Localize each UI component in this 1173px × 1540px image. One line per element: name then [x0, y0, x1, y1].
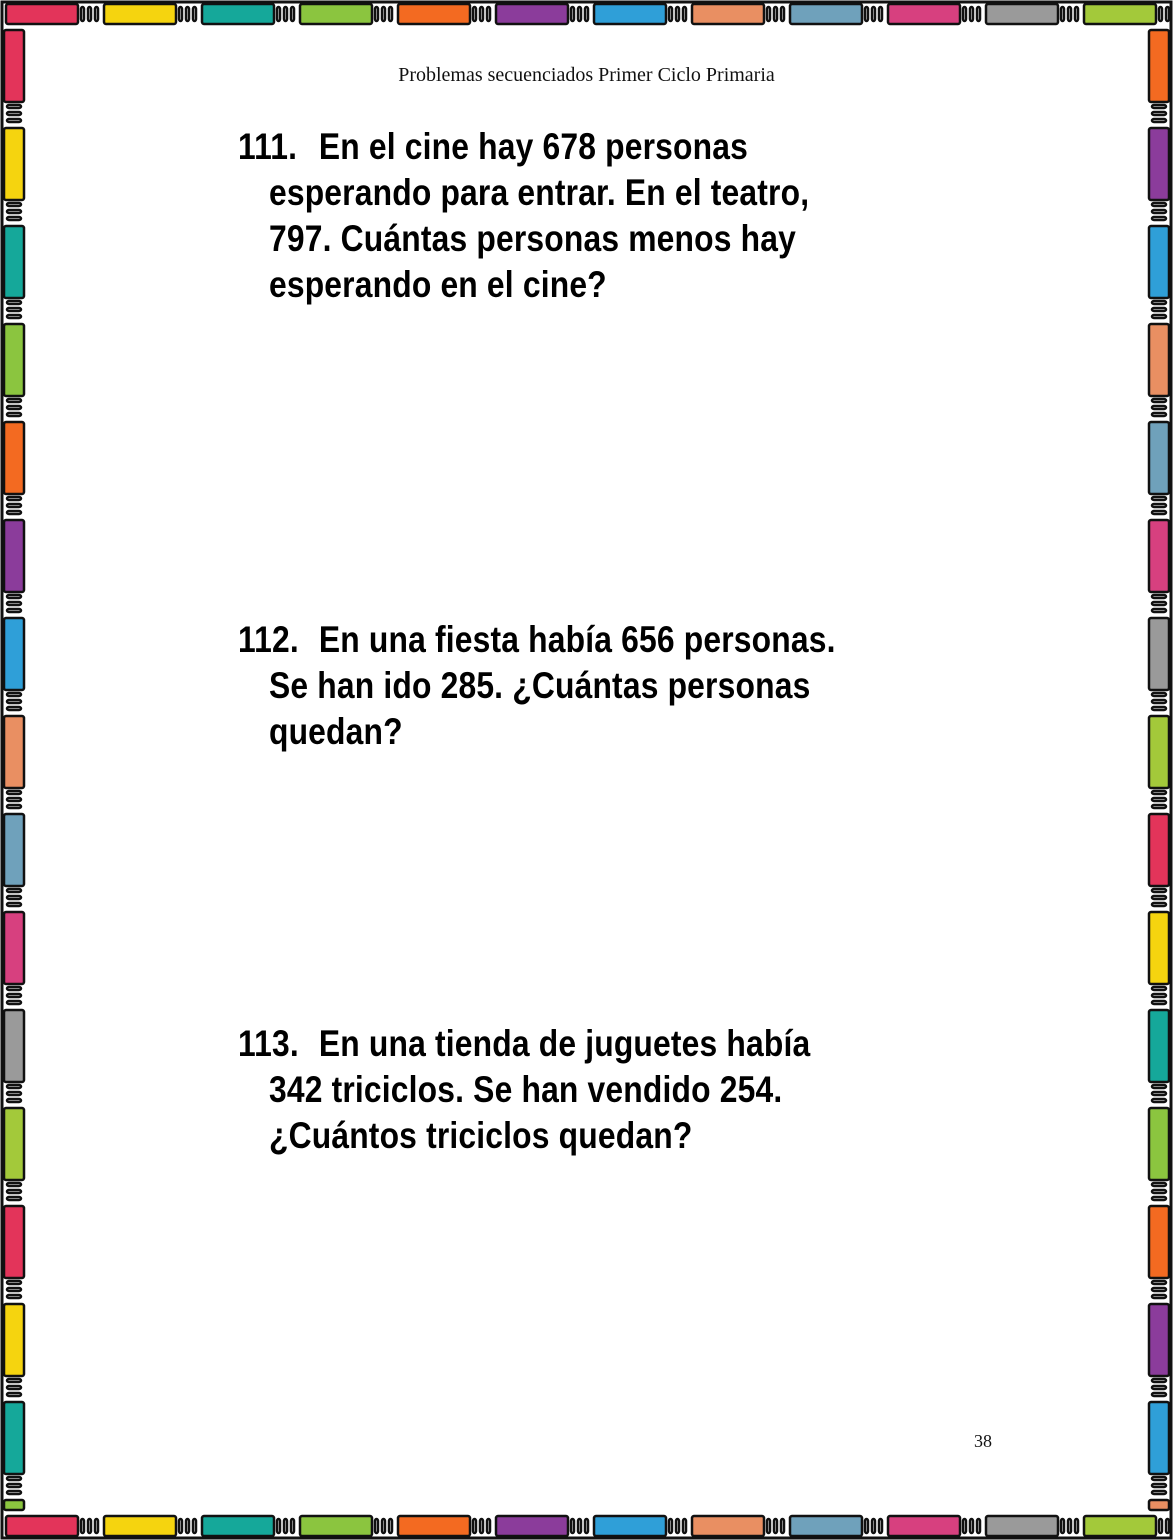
border-stripe	[7, 1197, 21, 1200]
border-stripe	[970, 7, 973, 21]
border-stripe	[1152, 210, 1166, 213]
border-stripe	[578, 7, 581, 21]
border-stripe	[1152, 987, 1166, 990]
border-stripe	[7, 119, 21, 122]
border-stripe	[487, 7, 490, 21]
border-stripe	[1152, 399, 1166, 402]
border-stripe	[480, 1519, 483, 1533]
border-segment	[1149, 716, 1169, 788]
border-stripe	[1152, 1085, 1166, 1088]
border-stripe	[1068, 1519, 1071, 1533]
border-stripe	[1152, 602, 1166, 605]
page-header: Problemas secuenciados Primer Ciclo Primaria	[398, 64, 775, 86]
border-segment	[496, 4, 568, 24]
border-stripe	[375, 7, 378, 21]
border-segment	[986, 1516, 1058, 1536]
border-stripe	[1075, 1519, 1078, 1533]
border-segment	[496, 1516, 568, 1536]
border-stripe	[1152, 511, 1166, 514]
border-stripe	[7, 1491, 21, 1494]
border-stripe	[1152, 1379, 1166, 1382]
border-stripe	[7, 994, 21, 997]
border-stripe	[487, 1519, 490, 1533]
border-stripe	[571, 7, 574, 21]
border-segment	[1149, 520, 1169, 592]
border-stripe	[7, 504, 21, 507]
border-stripe	[1152, 609, 1166, 612]
border-stripe	[7, 609, 21, 612]
border-segment	[1149, 226, 1169, 298]
border-segment	[398, 1516, 470, 1536]
border-stripe	[781, 7, 784, 21]
border-segment	[1149, 618, 1169, 690]
border-segment	[1149, 1206, 1169, 1278]
border-segment	[790, 4, 862, 24]
border-segment	[1149, 128, 1169, 200]
border-stripe	[1152, 301, 1166, 304]
border-stripe	[1068, 7, 1071, 21]
border-stripe	[1152, 1484, 1166, 1487]
border-stripe	[88, 7, 91, 21]
border-stripe	[767, 1519, 770, 1533]
border-stripe	[7, 112, 21, 115]
border-stripe	[585, 1519, 588, 1533]
border-stripe	[7, 1477, 21, 1480]
border-stripe	[291, 7, 294, 21]
border-stripe	[865, 1519, 868, 1533]
border-stripe	[1152, 497, 1166, 500]
border-stripe	[1152, 791, 1166, 794]
border-stripe	[1152, 105, 1166, 108]
border-stripe	[1152, 504, 1166, 507]
page-number: 38	[974, 1431, 992, 1451]
border-segment	[300, 4, 372, 24]
border-stripe	[977, 1519, 980, 1533]
border-segment	[1084, 1516, 1156, 1536]
border-stripe	[389, 1519, 392, 1533]
border-stripe	[389, 7, 392, 21]
border-segment	[300, 1516, 372, 1536]
border-stripe	[7, 399, 21, 402]
border-stripe	[7, 1085, 21, 1088]
border-segment	[4, 520, 24, 592]
border-stripe	[1152, 112, 1166, 115]
border-stripe	[872, 7, 875, 21]
border-stripe	[872, 1519, 875, 1533]
border-stripe	[683, 1519, 686, 1533]
border-segment	[1149, 1500, 1169, 1510]
border-stripe	[1152, 203, 1166, 206]
border-stripe	[1152, 1183, 1166, 1186]
border-stripe	[1152, 903, 1166, 906]
border-stripe	[7, 217, 21, 220]
border-stripe	[676, 7, 679, 21]
border-segment	[1084, 4, 1156, 24]
border-stripe	[1152, 1092, 1166, 1095]
border-stripe	[1152, 1288, 1166, 1291]
border-stripe	[7, 1295, 21, 1298]
border-stripe	[1152, 119, 1166, 122]
border-segment	[104, 4, 176, 24]
problem-text-line: 342 triciclos. Se han vendido 254.	[268, 1069, 783, 1110]
border-stripe	[81, 1519, 84, 1533]
border-stripe	[291, 1519, 294, 1533]
border-stripe	[7, 1288, 21, 1291]
border-stripe	[7, 889, 21, 892]
border-stripe	[7, 700, 21, 703]
border-segment	[4, 128, 24, 200]
border-stripe	[7, 413, 21, 416]
border-segment	[692, 1516, 764, 1536]
border-stripe	[7, 595, 21, 598]
border-stripe	[571, 1519, 574, 1533]
border-segment	[4, 716, 24, 788]
border-stripe	[963, 7, 966, 21]
border-stripe	[7, 1393, 21, 1396]
border-stripe	[1152, 1295, 1166, 1298]
border-stripe	[1152, 308, 1166, 311]
border-stripe	[7, 210, 21, 213]
border-stripe	[676, 1519, 679, 1533]
border-stripe	[7, 693, 21, 696]
border-stripe	[7, 1183, 21, 1186]
border-stripe	[193, 1519, 196, 1533]
border-stripe	[375, 1519, 378, 1533]
border-segment	[4, 1304, 24, 1376]
border-stripe	[7, 798, 21, 801]
border-stripe	[7, 707, 21, 710]
problem-text-line: esperando para entrar. En el teatro,	[268, 172, 810, 213]
border-stripe	[88, 1519, 91, 1533]
border-stripe	[578, 1519, 581, 1533]
border-stripe	[7, 105, 21, 108]
border-stripe	[7, 1379, 21, 1382]
border-stripe	[970, 1519, 973, 1533]
border-stripe	[81, 7, 84, 21]
border-stripe	[1166, 7, 1169, 21]
problem-111	[238, 124, 840, 308]
problem-text-line: Se han ido 285. ¿Cuántas personas	[268, 665, 811, 706]
border-stripe	[1152, 595, 1166, 598]
border-stripe	[7, 791, 21, 794]
border-stripe	[95, 1519, 98, 1533]
border-stripe	[879, 7, 882, 21]
border-stripe	[7, 301, 21, 304]
border-stripe	[7, 805, 21, 808]
border-stripe	[1166, 1519, 1169, 1533]
border-stripe	[1152, 798, 1166, 801]
border-stripe	[1152, 693, 1166, 696]
border-stripe	[277, 7, 280, 21]
border-stripe	[480, 7, 483, 21]
border-segment	[398, 4, 470, 24]
border-stripe	[1152, 1190, 1166, 1193]
border-stripe	[473, 7, 476, 21]
border-stripe	[179, 7, 182, 21]
border-stripe	[7, 1484, 21, 1487]
border-stripe	[7, 1281, 21, 1284]
border-stripe	[7, 315, 21, 318]
border-stripe	[1061, 7, 1064, 21]
border-stripe	[669, 7, 672, 21]
border-stripe	[1075, 7, 1078, 21]
border-stripe	[1152, 889, 1166, 892]
problem-text-line: ¿Cuántos triciclos quedan?	[268, 1115, 693, 1156]
border-stripe	[585, 7, 588, 21]
border-segment	[692, 4, 764, 24]
problem-number: 111.	[238, 126, 298, 167]
border-segment	[4, 912, 24, 984]
border-segment	[1149, 912, 1169, 984]
border-stripe	[774, 1519, 777, 1533]
border-segment	[6, 4, 78, 24]
border-segment	[1149, 324, 1169, 396]
border-segment	[4, 422, 24, 494]
border-stripe	[1152, 217, 1166, 220]
border-stripe	[284, 7, 287, 21]
border-segment	[1149, 1304, 1169, 1376]
border-segment	[4, 1010, 24, 1082]
border-stripe	[1152, 413, 1166, 416]
border-segment	[4, 618, 24, 690]
border-stripe	[1152, 1099, 1166, 1102]
border-stripe	[1152, 1491, 1166, 1494]
border-stripe	[1152, 1281, 1166, 1284]
border-stripe	[7, 1386, 21, 1389]
border-stripe	[1152, 1197, 1166, 1200]
problem-113	[238, 1021, 840, 1159]
border-segment	[4, 1206, 24, 1278]
border-stripe	[7, 903, 21, 906]
border-stripe	[7, 987, 21, 990]
border-stripe	[1152, 315, 1166, 318]
problem-number: 112.	[238, 619, 299, 660]
border-segment	[4, 1108, 24, 1180]
border-stripe	[1152, 896, 1166, 899]
border-stripe	[7, 1099, 21, 1102]
border-stripe	[7, 1092, 21, 1095]
border-stripe	[277, 1519, 280, 1533]
border-segment	[1149, 1108, 1169, 1180]
border-segment	[888, 4, 960, 24]
border-stripe	[683, 7, 686, 21]
border-stripe	[1152, 994, 1166, 997]
border-stripe	[1061, 1519, 1064, 1533]
border-stripe	[963, 1519, 966, 1533]
problem-text-line: esperando en el cine?	[268, 264, 607, 305]
border-stripe	[977, 7, 980, 21]
border-stripe	[7, 497, 21, 500]
border-stripe	[1152, 805, 1166, 808]
border-stripe	[382, 1519, 385, 1533]
border-stripe	[865, 7, 868, 21]
border-stripe	[7, 203, 21, 206]
border-segment	[1149, 814, 1169, 886]
border-stripe	[669, 1519, 672, 1533]
problem-text-line: En el cine hay 678 personas	[318, 126, 748, 167]
border-segment	[104, 1516, 176, 1536]
border-stripe	[774, 7, 777, 21]
border-stripe	[781, 1519, 784, 1533]
border-stripe	[193, 7, 196, 21]
problem-text-line: quedan?	[268, 711, 403, 752]
border-stripe	[95, 7, 98, 21]
border-segment	[986, 4, 1058, 24]
border-segment	[4, 1500, 24, 1510]
border-stripe	[7, 511, 21, 514]
border-segment	[594, 1516, 666, 1536]
problem-text-line: En una tienda de juguetes había	[318, 1023, 811, 1064]
border-stripe	[767, 7, 770, 21]
border-segment	[4, 814, 24, 886]
border-segment	[888, 1516, 960, 1536]
border-segment	[1149, 1010, 1169, 1082]
border-stripe	[1152, 707, 1166, 710]
border-segment	[202, 4, 274, 24]
border-segment	[4, 226, 24, 298]
border-stripe	[186, 1519, 189, 1533]
border-stripe	[1152, 700, 1166, 703]
border-stripe	[382, 7, 385, 21]
border-stripe	[1159, 7, 1162, 21]
border-segment	[1149, 422, 1169, 494]
border-stripe	[7, 1190, 21, 1193]
border-stripe	[1152, 1393, 1166, 1396]
border-stripe	[1159, 1519, 1162, 1533]
border-stripe	[7, 602, 21, 605]
border-stripe	[284, 1519, 287, 1533]
border-stripe	[179, 1519, 182, 1533]
problem-text-line: 797. Cuántas personas menos hay	[268, 218, 797, 259]
border-stripe	[7, 1001, 21, 1004]
border-stripe	[1152, 1386, 1166, 1389]
border-stripe	[7, 896, 21, 899]
border-segment	[202, 1516, 274, 1536]
border-segment	[594, 4, 666, 24]
problem-text-line: En una fiesta había 656 personas.	[318, 619, 836, 660]
border-segment	[6, 1516, 78, 1536]
problem-112	[238, 617, 840, 755]
border-stripe	[879, 1519, 882, 1533]
border-stripe	[1152, 1001, 1166, 1004]
border-segment	[4, 324, 24, 396]
border-stripe	[186, 7, 189, 21]
border-stripe	[473, 1519, 476, 1533]
border-segment	[790, 1516, 862, 1536]
border-stripe	[7, 406, 21, 409]
border-segment	[1149, 1402, 1169, 1474]
border-segment	[4, 1402, 24, 1474]
border-stripe	[1152, 1477, 1166, 1480]
problem-number: 113.	[238, 1023, 299, 1064]
border-stripe	[1152, 406, 1166, 409]
border-stripe	[7, 308, 21, 311]
